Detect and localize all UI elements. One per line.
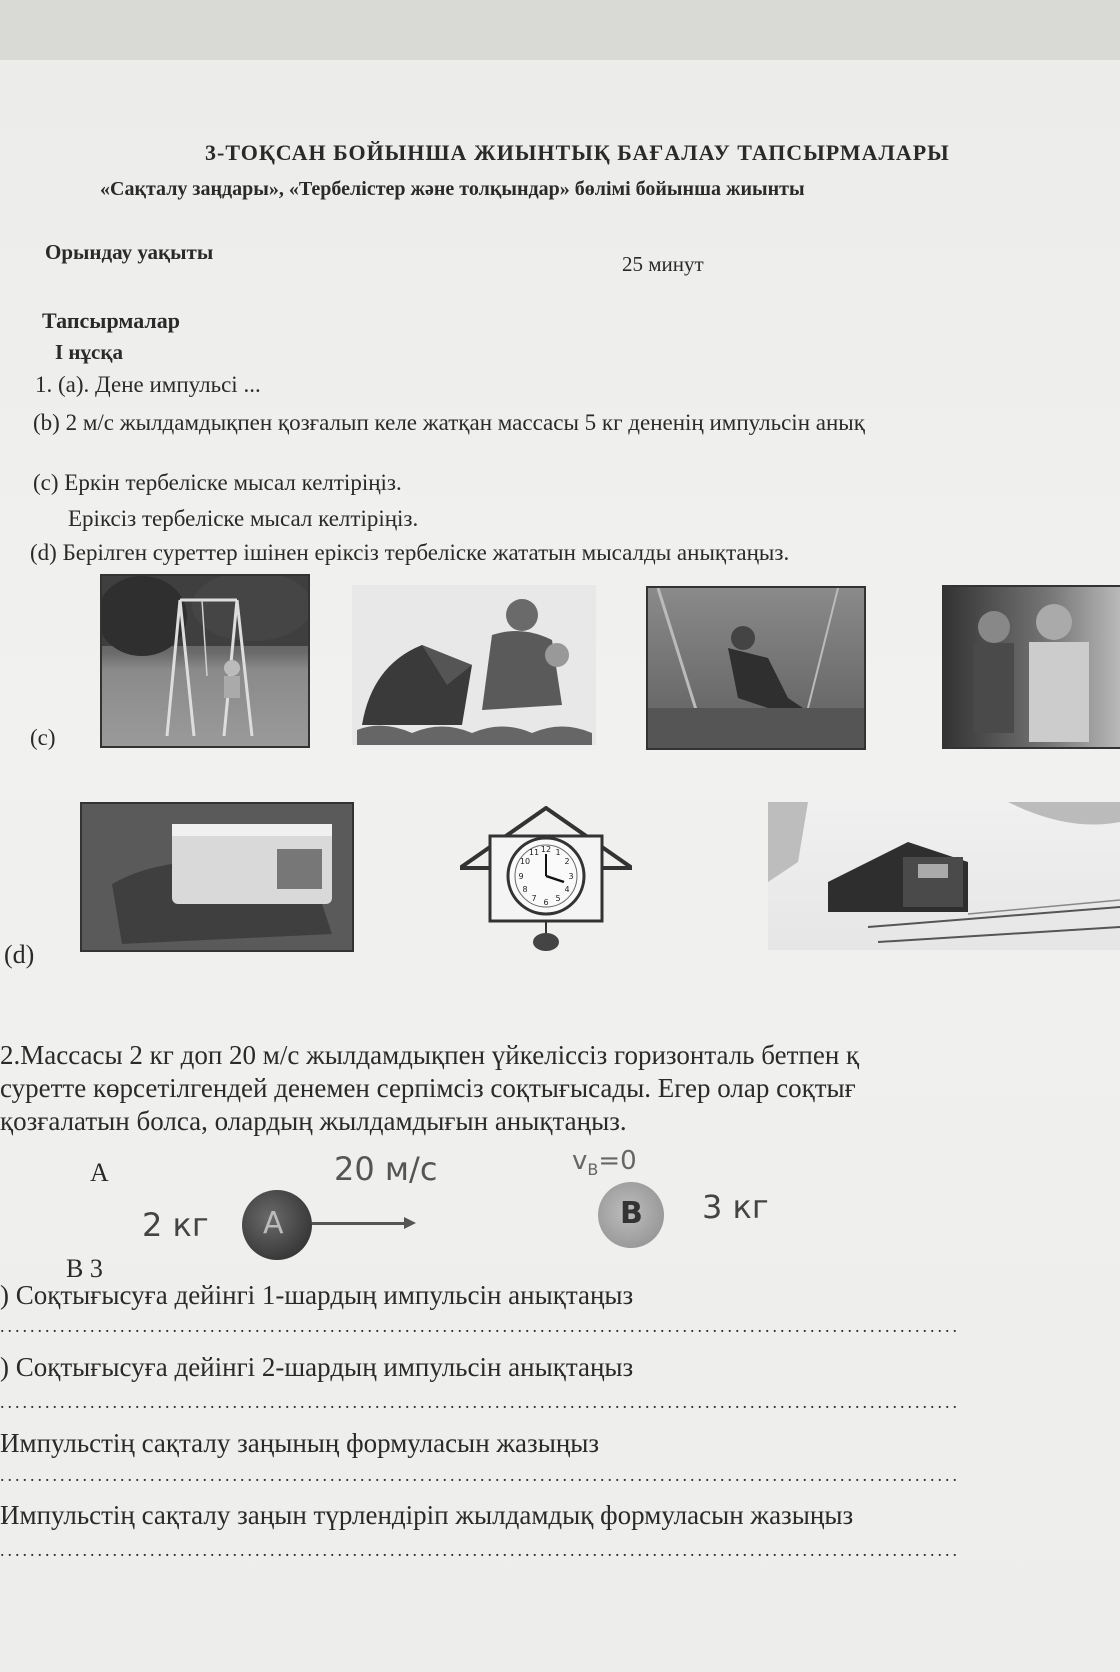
clock-number: 1 bbox=[555, 848, 561, 857]
clock-number: 11 bbox=[528, 848, 540, 857]
speed-label: 20 м/с bbox=[334, 1150, 438, 1188]
clock-number: 10 bbox=[519, 857, 531, 866]
variant-label: І нұсқа bbox=[55, 340, 123, 364]
answer-line-1: ................................................................................................................................ bbox=[0, 1316, 960, 1336]
train-photo bbox=[768, 802, 1120, 950]
worksheet-subtitle: «Сақталу заңдары», «Тербелістер және толқындар» бөлімі бойынша жиынты bbox=[100, 178, 805, 200]
clock-number: 3 bbox=[568, 872, 574, 881]
task1-d: (d) Берілген суреттер ішінен еріксіз тербеліске жататын мысалды анықтаңыз. bbox=[30, 540, 790, 565]
clock-number: 9 bbox=[518, 872, 524, 881]
task2-line3: қозғалатын болса, олардың жылдамдығын анықтаңыз. bbox=[0, 1106, 627, 1136]
weaving-woman-svg bbox=[352, 585, 596, 745]
task2-line1: 2.Массасы 2 кг доп 20 м/с жылдамдықпен үйкеліссіз горизонталь бетпен қ bbox=[0, 1040, 860, 1070]
people-svg bbox=[944, 587, 1120, 747]
row-d-label: (d) bbox=[4, 940, 35, 969]
answer-line-2: ................................................................................................................................ bbox=[0, 1392, 960, 1412]
swing-set-drawing bbox=[102, 576, 308, 746]
velocity-b-symbol: v bbox=[572, 1146, 588, 1176]
clock-number: 5 bbox=[555, 894, 561, 903]
question-1: ) Соқтығысуға дейінгі 1-шардың импульсін анықтаңыз bbox=[0, 1280, 634, 1310]
clock-number: 8 bbox=[522, 885, 528, 894]
train-svg bbox=[768, 802, 1120, 950]
velocity-arrowhead bbox=[404, 1217, 416, 1229]
question-3: Импульстің сақталу заңының формуласын жазыңыз bbox=[0, 1428, 600, 1458]
people-photo bbox=[942, 585, 1120, 749]
diagram-label-b: B 3 bbox=[66, 1254, 103, 1283]
sewing-machine-photo bbox=[80, 802, 354, 952]
task1-c-free: (c) Еркін тербеліске мысал келтіріңіз. bbox=[33, 470, 402, 495]
task2-line2: суретте көрсетілгендей денемен серпімсіз соқтығысады. Егер олар соқтығ bbox=[0, 1073, 856, 1103]
swing-set-photo bbox=[100, 574, 310, 748]
clock-number: 2 bbox=[564, 857, 570, 866]
velocity-b-subscript: B bbox=[587, 1160, 599, 1180]
weaving-woman-drawing bbox=[352, 585, 596, 745]
cuckoo-clock-drawing bbox=[460, 806, 632, 956]
answer-line-3: ................................................................................................................................ bbox=[0, 1465, 960, 1485]
row-c-label: (c) bbox=[30, 725, 56, 750]
velocity-b-value: =0 bbox=[598, 1146, 637, 1176]
ball-a-label: A bbox=[263, 1206, 284, 1241]
task1-a: 1. (а). Дене импульсі ... bbox=[35, 372, 261, 397]
mass-a-label: 2 кг bbox=[142, 1206, 209, 1244]
velocity-arrow bbox=[312, 1222, 412, 1225]
girl-on-swing-photo bbox=[646, 586, 866, 750]
worksheet-title: 3-ТОҚСАН БОЙЫНША ЖИЫНТЫҚ БАҒАЛАУ ТАПСЫРМАЛАРЫ bbox=[205, 140, 950, 165]
sewing-machine-svg bbox=[82, 804, 352, 950]
task1-c-forced: Еріксіз тербеліске мысал келтіріңіз. bbox=[68, 506, 419, 531]
diagram-label-a: A bbox=[90, 1158, 109, 1187]
answer-line-4: ................................................................................................................................ bbox=[0, 1540, 960, 1560]
tasks-heading: Тапсырмалар bbox=[42, 308, 180, 333]
task1-b: (b) 2 м/с жылдамдықпен қозғалып келе жатқан массасы 5 кг дененің импульсін анық bbox=[33, 410, 865, 435]
cuckoo-clock-svg bbox=[460, 806, 632, 956]
clock-number: 4 bbox=[564, 885, 570, 894]
velocity-b-label bbox=[572, 1146, 637, 1179]
ball-b-label: B bbox=[620, 1196, 643, 1231]
time-value: 25 минут bbox=[622, 252, 704, 276]
question-4: Импульстің сақталу заңын түрлендіріп жылдамдық формуласын жазыңыз bbox=[0, 1500, 854, 1530]
question-2: ) Соқтығысуға дейінгі 2-шардың импульсін анықтаңыз bbox=[0, 1352, 634, 1382]
clock-number: 12 bbox=[540, 845, 552, 854]
girl-swing-svg bbox=[648, 588, 864, 748]
time-label: Орындау уақыты bbox=[45, 240, 214, 264]
mass-b-label: 3 кг bbox=[702, 1188, 769, 1226]
clock-number: 6 bbox=[543, 898, 549, 907]
clock-number: 7 bbox=[531, 894, 537, 903]
